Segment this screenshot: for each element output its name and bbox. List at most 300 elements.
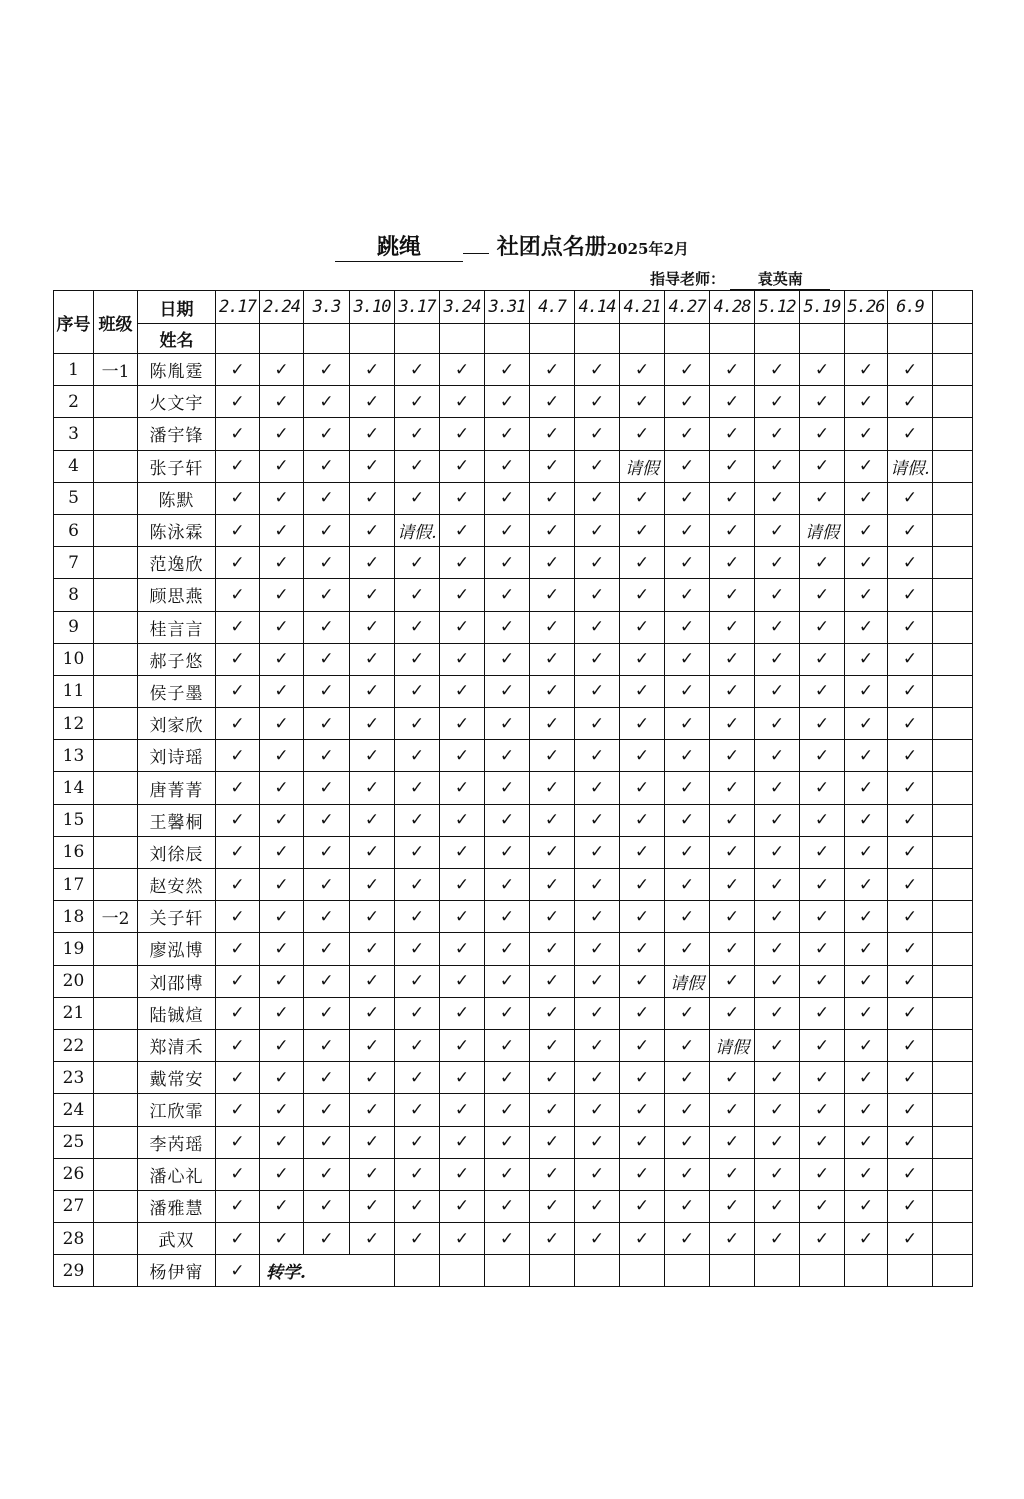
- class-cell: [94, 1126, 138, 1158]
- attendance-check: ✓: [530, 804, 575, 836]
- attendance-check: ✓: [260, 997, 304, 1029]
- class-cell: [94, 836, 138, 868]
- header-empty-cell: [530, 324, 575, 354]
- header-empty-cell: [216, 324, 260, 354]
- attendance-check: ✓: [260, 836, 304, 868]
- attendance-check: ✓: [755, 354, 800, 386]
- attendance-check: ✓: [440, 965, 485, 997]
- attendance-check: ✓: [304, 740, 350, 772]
- student-row: [54, 869, 973, 901]
- student-row: [54, 514, 973, 546]
- date-cell: 3.31: [485, 291, 530, 324]
- attendance-check: ✓: [575, 354, 620, 386]
- attendance-check: ✓: [350, 708, 395, 740]
- attendance-check: ✓: [395, 1029, 440, 1061]
- header-empty-cell: [395, 324, 440, 354]
- attendance-check: ✓: [395, 901, 440, 933]
- student-row: [54, 611, 973, 643]
- attendance-check: ✓: [845, 482, 888, 514]
- attendance-check: ✓: [755, 836, 800, 868]
- student-row: [54, 708, 973, 740]
- attendance-check: ✓: [710, 804, 755, 836]
- attendance-check: ✓: [216, 1255, 260, 1287]
- class-cell: [94, 997, 138, 1029]
- attendance-check: ✓: [530, 1094, 575, 1126]
- attendance-check: ✓: [665, 1158, 710, 1190]
- attendance-check: ✓: [350, 450, 395, 482]
- date-cell: 5.26: [845, 291, 888, 324]
- attendance-check: ✓: [665, 1126, 710, 1158]
- attendance-check: ✓: [395, 869, 440, 901]
- attendance-check: ✓: [485, 1062, 530, 1094]
- attendance-check: ✓: [665, 708, 710, 740]
- empty-cell: [933, 1126, 973, 1158]
- student-name: 杨伊甯: [138, 1255, 216, 1287]
- attendance-check: ✓: [665, 675, 710, 707]
- attendance-check: ✓: [755, 386, 800, 418]
- date-cell: 4.21: [620, 291, 665, 324]
- student-row: [54, 418, 973, 450]
- attendance-check: ✓: [800, 547, 845, 579]
- attendance-check: ✓: [440, 1190, 485, 1222]
- attendance-check: ✓: [350, 643, 395, 675]
- teacher-name: 袁英南: [730, 268, 830, 290]
- attendance-check: ✓: [665, 740, 710, 772]
- attendance-check: ✓: [888, 901, 933, 933]
- attendance-check: ✓: [260, 869, 304, 901]
- attendance-check: ✓: [755, 611, 800, 643]
- attendance-check: ✓: [888, 547, 933, 579]
- student-name: 江欣霏: [138, 1094, 216, 1126]
- seq-cell: 25: [54, 1126, 94, 1158]
- attendance-check: ✓: [620, 547, 665, 579]
- attendance-check: ✓: [575, 869, 620, 901]
- attendance-check: ✓: [485, 708, 530, 740]
- attendance-check: ✓: [530, 1126, 575, 1158]
- student-row: [54, 965, 973, 997]
- attendance-check: ✓: [216, 675, 260, 707]
- seq-cell: 2: [54, 386, 94, 418]
- attendance-check: ✓: [888, 418, 933, 450]
- attendance-check: ✓: [888, 772, 933, 804]
- attendance-check: ✓: [485, 901, 530, 933]
- attendance-check: ✓: [485, 836, 530, 868]
- attendance-check: ✓: [665, 772, 710, 804]
- attendance-check: ✓: [260, 933, 304, 965]
- attendance-check: ✓: [845, 965, 888, 997]
- attendance-check: ✓: [800, 836, 845, 868]
- attendance-check: ✓: [575, 1062, 620, 1094]
- attendance-check: ✓: [395, 1158, 440, 1190]
- attendance-check: ✓: [755, 901, 800, 933]
- attendance-check: ✓: [440, 1029, 485, 1061]
- student-name: 火文宇: [138, 386, 216, 418]
- attendance-check: ✓: [575, 1190, 620, 1222]
- attendance-check: ✓: [845, 1029, 888, 1061]
- attendance-check: ✓: [665, 1029, 710, 1061]
- attendance-check: ✓: [888, 1158, 933, 1190]
- attendance-check: ✓: [530, 1190, 575, 1222]
- attendance-check: ✓: [888, 579, 933, 611]
- attendance-check: ✓: [620, 869, 665, 901]
- student-row: [54, 482, 973, 514]
- attendance-check: ✓: [888, 1126, 933, 1158]
- attendance-check: ✓: [304, 611, 350, 643]
- attendance-check: ✓: [350, 611, 395, 643]
- empty-cell: [933, 1158, 973, 1190]
- attendance-check: ✓: [350, 836, 395, 868]
- attendance-check: ✓: [888, 1062, 933, 1094]
- attendance-check: ✓: [800, 804, 845, 836]
- attendance-check: ✓: [575, 901, 620, 933]
- attendance-check: ✓: [260, 547, 304, 579]
- attendance-check: ✓: [755, 675, 800, 707]
- attendance-check: ✓: [485, 514, 530, 546]
- attendance-check: ✓: [304, 901, 350, 933]
- class-cell: [94, 482, 138, 514]
- attendance-check: ✓: [710, 482, 755, 514]
- empty-cell: [933, 514, 973, 546]
- attendance-check: ✓: [304, 354, 350, 386]
- attendance-check: ✓: [575, 643, 620, 675]
- attendance-check: ✓: [440, 450, 485, 482]
- attendance-check: ✓: [710, 836, 755, 868]
- attendance-check: ✓: [485, 450, 530, 482]
- attendance-check: ✓: [530, 1158, 575, 1190]
- attendance-check: ✓: [845, 1190, 888, 1222]
- student-row: [54, 804, 973, 836]
- attendance-check: ✓: [304, 675, 350, 707]
- attendance-check: ✓: [800, 1029, 845, 1061]
- attendance-check: ✓: [665, 643, 710, 675]
- seq-cell: 4: [54, 450, 94, 482]
- student-row: [54, 386, 973, 418]
- attendance-check: ✓: [395, 772, 440, 804]
- attendance-check: ✓: [530, 836, 575, 868]
- attendance-check: ✓: [216, 869, 260, 901]
- attendance-check: ✓: [304, 643, 350, 675]
- attendance-check: ✓: [710, 418, 755, 450]
- student-name: 郝子悠: [138, 643, 216, 675]
- attendance-check: ✓: [665, 418, 710, 450]
- empty-cell: [800, 1255, 845, 1287]
- attendance-check: ✓: [216, 836, 260, 868]
- attendance-check: ✓: [755, 708, 800, 740]
- attendance-check: ✓: [440, 579, 485, 611]
- attendance-check: ✓: [620, 997, 665, 1029]
- attendance-check: ✓: [710, 611, 755, 643]
- attendance-check: ✓: [260, 579, 304, 611]
- class-cell: [94, 869, 138, 901]
- attendance-check: ✓: [755, 1029, 800, 1061]
- attendance-check: ✓: [620, 482, 665, 514]
- attendance-check: ✓: [485, 997, 530, 1029]
- attendance-check: ✓: [888, 1190, 933, 1222]
- attendance-check: ✓: [888, 1223, 933, 1255]
- empty-cell: [933, 354, 973, 386]
- attendance-check: ✓: [620, 1029, 665, 1061]
- club-name: 跳绳: [335, 230, 463, 262]
- attendance-check: ✓: [620, 772, 665, 804]
- attendance-check: ✓: [260, 450, 304, 482]
- attendance-check: ✓: [575, 450, 620, 482]
- leave-note: 请假: [800, 514, 845, 546]
- attendance-check: ✓: [530, 772, 575, 804]
- attendance-check: ✓: [216, 933, 260, 965]
- attendance-check: ✓: [755, 740, 800, 772]
- attendance-check: ✓: [710, 740, 755, 772]
- empty-cell: [933, 1094, 973, 1126]
- attendance-check: ✓: [350, 869, 395, 901]
- attendance-check: ✓: [575, 933, 620, 965]
- student-row: [54, 579, 973, 611]
- attendance-check: ✓: [530, 547, 575, 579]
- attendance-check: ✓: [575, 1126, 620, 1158]
- seq-cell: 23: [54, 1062, 94, 1094]
- attendance-check: ✓: [260, 611, 304, 643]
- attendance-check: ✓: [845, 1126, 888, 1158]
- attendance-check: ✓: [304, 933, 350, 965]
- attendance-check: ✓: [800, 1190, 845, 1222]
- attendance-check: ✓: [260, 514, 304, 546]
- student-row: [54, 1094, 973, 1126]
- attendance-check: ✓: [575, 1029, 620, 1061]
- attendance-check: ✓: [845, 869, 888, 901]
- student-row: [54, 1255, 973, 1287]
- attendance-check: ✓: [845, 1094, 888, 1126]
- header-row-dates: [54, 291, 973, 324]
- attendance-check: ✓: [485, 482, 530, 514]
- student-name: 陆铖煊: [138, 997, 216, 1029]
- attendance-check: ✓: [755, 579, 800, 611]
- attendance-check: ✓: [530, 643, 575, 675]
- attendance-check: ✓: [440, 354, 485, 386]
- seq-cell: 5: [54, 482, 94, 514]
- attendance-check: ✓: [260, 708, 304, 740]
- student-name: 桂言言: [138, 611, 216, 643]
- attendance-check: ✓: [530, 579, 575, 611]
- attendance-check: ✓: [800, 482, 845, 514]
- attendance-check: ✓: [845, 354, 888, 386]
- attendance-check: ✓: [575, 386, 620, 418]
- seq-cell: 27: [54, 1190, 94, 1222]
- attendance-check: ✓: [395, 1126, 440, 1158]
- attendance-check: ✓: [395, 579, 440, 611]
- seq-cell: 14: [54, 772, 94, 804]
- attendance-check: ✓: [665, 547, 710, 579]
- class-cell: [94, 579, 138, 611]
- attendance-check: ✓: [845, 675, 888, 707]
- attendance-check: ✓: [710, 997, 755, 1029]
- seq-cell: 21: [54, 997, 94, 1029]
- student-name: 刘徐辰: [138, 836, 216, 868]
- attendance-check: ✓: [710, 772, 755, 804]
- attendance-check: ✓: [665, 1062, 710, 1094]
- attendance-check: ✓: [216, 643, 260, 675]
- attendance-check: ✓: [395, 418, 440, 450]
- student-name: 陈胤霆: [138, 354, 216, 386]
- attendance-check: ✓: [216, 1062, 260, 1094]
- attendance-check: ✓: [620, 836, 665, 868]
- attendance-check: ✓: [440, 675, 485, 707]
- attendance-check: ✓: [620, 1158, 665, 1190]
- attendance-check: ✓: [485, 611, 530, 643]
- attendance-check: ✓: [260, 1190, 304, 1222]
- attendance-check: ✓: [530, 869, 575, 901]
- class-cell: [94, 386, 138, 418]
- attendance-check: ✓: [575, 611, 620, 643]
- attendance-check: ✓: [800, 708, 845, 740]
- attendance-check: ✓: [665, 1190, 710, 1222]
- attendance-check: ✓: [304, 708, 350, 740]
- attendance-check: ✓: [620, 901, 665, 933]
- student-name: 侯子墨: [138, 675, 216, 707]
- attendance-check: ✓: [260, 482, 304, 514]
- attendance-check: ✓: [845, 997, 888, 1029]
- class-cell: [94, 804, 138, 836]
- attendance-check: ✓: [710, 1062, 755, 1094]
- attendance-check: ✓: [575, 804, 620, 836]
- attendance-check: ✓: [888, 611, 933, 643]
- attendance-check: ✓: [530, 1062, 575, 1094]
- attendance-check: ✓: [395, 708, 440, 740]
- attendance-check: ✓: [440, 514, 485, 546]
- attendance-check: ✓: [260, 1062, 304, 1094]
- attendance-check: ✓: [575, 997, 620, 1029]
- attendance-check: ✓: [304, 450, 350, 482]
- title-date: 2025年2月: [606, 240, 689, 258]
- header-empty-cell: [710, 324, 755, 354]
- attendance-check: ✓: [845, 547, 888, 579]
- attendance-check: ✓: [665, 514, 710, 546]
- attendance-check: ✓: [485, 933, 530, 965]
- attendance-check: ✓: [216, 708, 260, 740]
- attendance-check: ✓: [845, 579, 888, 611]
- leave-note: 请假.: [888, 450, 933, 482]
- student-name: 陈默: [138, 482, 216, 514]
- attendance-check: ✓: [665, 579, 710, 611]
- student-name: 潘雅慧: [138, 1190, 216, 1222]
- attendance-check: ✓: [216, 1029, 260, 1061]
- attendance-check: ✓: [888, 869, 933, 901]
- teacher-label: 指导老师：: [650, 270, 726, 288]
- student-row: [54, 1062, 973, 1094]
- attendance-check: ✓: [216, 772, 260, 804]
- attendance-check: ✓: [665, 482, 710, 514]
- attendance-check: ✓: [888, 933, 933, 965]
- name-header: 姓名: [138, 324, 216, 354]
- class-cell: [94, 418, 138, 450]
- class-cell: [94, 547, 138, 579]
- seq-cell: 12: [54, 708, 94, 740]
- attendance-check: ✓: [304, 965, 350, 997]
- attendance-check: ✓: [304, 1062, 350, 1094]
- attendance-check: ✓: [350, 740, 395, 772]
- attendance-check: ✓: [440, 740, 485, 772]
- attendance-check: ✓: [530, 514, 575, 546]
- attendance-check: ✓: [530, 933, 575, 965]
- date-cell: 4.7: [530, 291, 575, 324]
- attendance-check: ✓: [755, 450, 800, 482]
- attendance-check: ✓: [710, 386, 755, 418]
- attendance-check: ✓: [440, 482, 485, 514]
- attendance-check: ✓: [800, 933, 845, 965]
- attendance-check: ✓: [800, 1062, 845, 1094]
- attendance-check: ✓: [350, 772, 395, 804]
- attendance-check: ✓: [620, 514, 665, 546]
- header-empty-cell: [350, 324, 395, 354]
- attendance-check: ✓: [440, 901, 485, 933]
- class-cell: [94, 643, 138, 675]
- attendance-check: ✓: [260, 1126, 304, 1158]
- empty-cell: [933, 708, 973, 740]
- attendance-check: ✓: [755, 547, 800, 579]
- leave-note: 请假.: [395, 514, 440, 546]
- attendance-check: ✓: [575, 772, 620, 804]
- attendance-check: ✓: [350, 1190, 395, 1222]
- date-cell: 3.17: [395, 291, 440, 324]
- attendance-check: ✓: [755, 1190, 800, 1222]
- empty-cell: [933, 772, 973, 804]
- attendance-check: ✓: [485, 386, 530, 418]
- attendance-check: ✓: [350, 804, 395, 836]
- attendance-check: ✓: [800, 579, 845, 611]
- attendance-check: ✓: [845, 836, 888, 868]
- attendance-check: ✓: [304, 418, 350, 450]
- attendance-check: ✓: [395, 547, 440, 579]
- seq-cell: 19: [54, 933, 94, 965]
- attendance-check: ✓: [440, 386, 485, 418]
- attendance-check: ✓: [485, 965, 530, 997]
- student-row: [54, 1126, 973, 1158]
- attendance-check: ✓: [845, 708, 888, 740]
- attendance-check: ✓: [395, 675, 440, 707]
- attendance-check: ✓: [710, 354, 755, 386]
- seq-cell: 16: [54, 836, 94, 868]
- student-name: 潘宇锋: [138, 418, 216, 450]
- student-row: [54, 547, 973, 579]
- attendance-check: ✓: [888, 708, 933, 740]
- attendance-check: ✓: [395, 965, 440, 997]
- empty-cell: [933, 869, 973, 901]
- empty-cell: [933, 1029, 973, 1061]
- attendance-check: ✓: [755, 869, 800, 901]
- attendance-check: ✓: [440, 547, 485, 579]
- attendance-check: ✓: [620, 1190, 665, 1222]
- attendance-check: ✓: [485, 418, 530, 450]
- attendance-check: ✓: [260, 675, 304, 707]
- attendance-check: ✓: [440, 1062, 485, 1094]
- attendance-check: ✓: [485, 1158, 530, 1190]
- student-row: [54, 1029, 973, 1061]
- attendance-check: ✓: [530, 675, 575, 707]
- attendance-check: ✓: [845, 804, 888, 836]
- class-cell: [94, 1062, 138, 1094]
- attendance-check: ✓: [755, 643, 800, 675]
- empty-cell: [933, 386, 973, 418]
- document-title: [0, 230, 1024, 262]
- header-empty-cell: [304, 324, 350, 354]
- attendance-check: ✓: [845, 772, 888, 804]
- attendance-check: ✓: [845, 933, 888, 965]
- seq-cell: 28: [54, 1223, 94, 1255]
- attendance-check: ✓: [485, 740, 530, 772]
- attendance-check: ✓: [304, 869, 350, 901]
- attendance-check: ✓: [755, 418, 800, 450]
- attendance-check: ✓: [304, 1190, 350, 1222]
- attendance-check: ✓: [395, 611, 440, 643]
- attendance-check: ✓: [800, 354, 845, 386]
